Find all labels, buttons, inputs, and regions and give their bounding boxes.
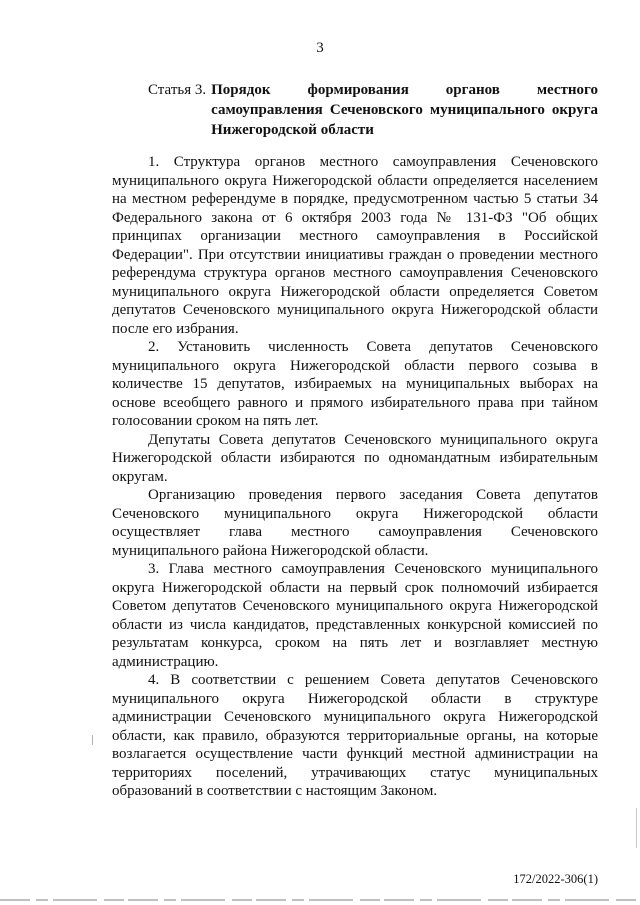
page-number: 3 xyxy=(316,40,324,56)
paragraph-2-first-session: Организацию проведения первого заседания Совета депутатов Сеченовского муниципального округа Нижегородской области осуществляет глава местного самоуправления Сеченовского муниципального района Нижегородской области. xyxy=(112,487,598,559)
paragraph-1: 1. Структура органов местного самоуправления Сеченовского муниципального округа Нижегородской области определяется населением на местном референдуме в порядке, предусмотренном частью 5 статьи 34 Федерального закона от 6 октября 2003 года № 131-ФЗ "Об общих принципах организации местного самоуправления в Российской Федерации". При отсутствии инициативы граждан о проведении местного референдума структура органов местного самоуправления Сеченовского муниципального округа Нижегородской области определяется Советом депутатов Сеченовского муниципального округа Нижегородской области после его избрания. xyxy=(112,154,598,337)
article-body xyxy=(112,153,598,801)
document-code: 172/2022-306(1) xyxy=(513,872,598,886)
article-label: Статья 3. xyxy=(148,82,207,98)
article-heading xyxy=(148,80,598,140)
paragraph-2-deputies: Депутаты Совета депутатов Сеченовского муниципального округа Нижегородской области избираются по одномандатным избирательным округам. xyxy=(112,431,598,485)
scan-artifact-bottom-line xyxy=(0,898,640,902)
paragraph-2: 2. Установить численность Совета депутатов Сеченовского муниципального округа Нижегородской области первого созыва в количестве 15 депутатов, избираемых на муниципальных выборах на основе всеобщего равного и прямого избирательного права при тайном голосовании сроком на пять лет. xyxy=(112,339,598,429)
paragraph-3: 3. Глава местного самоуправления Сеченовского муниципального округа Нижегородской области на первый срок полномочий избирается Советом депутатов Сеченовского муниципального округа Нижегородской области из числа кандидатов, представленных конкурсной комиссией по результатам конкурса, сроком на пять лет и возглавляет местную администрацию. xyxy=(112,561,598,670)
article-title: Порядок формирования органов местного самоуправления Сеченовского муниципального округа Нижегородской области xyxy=(211,82,598,138)
paragraph-4: 4. В соответствии с решением Совета депутатов Сеченовского муниципального округа Нижегородской области в структуре администрации Сеченовского муниципального округа Нижегородской области, как правило, образуются территориальные органы, на которые возлагается осуществление части функций местной администрации на территориях поселений, утрачивающих статус муниципальных образований в соответствии с настоящим Законом. xyxy=(112,672,598,799)
scan-artifact-edge xyxy=(636,808,637,848)
scan-artifact-mark xyxy=(92,735,93,745)
